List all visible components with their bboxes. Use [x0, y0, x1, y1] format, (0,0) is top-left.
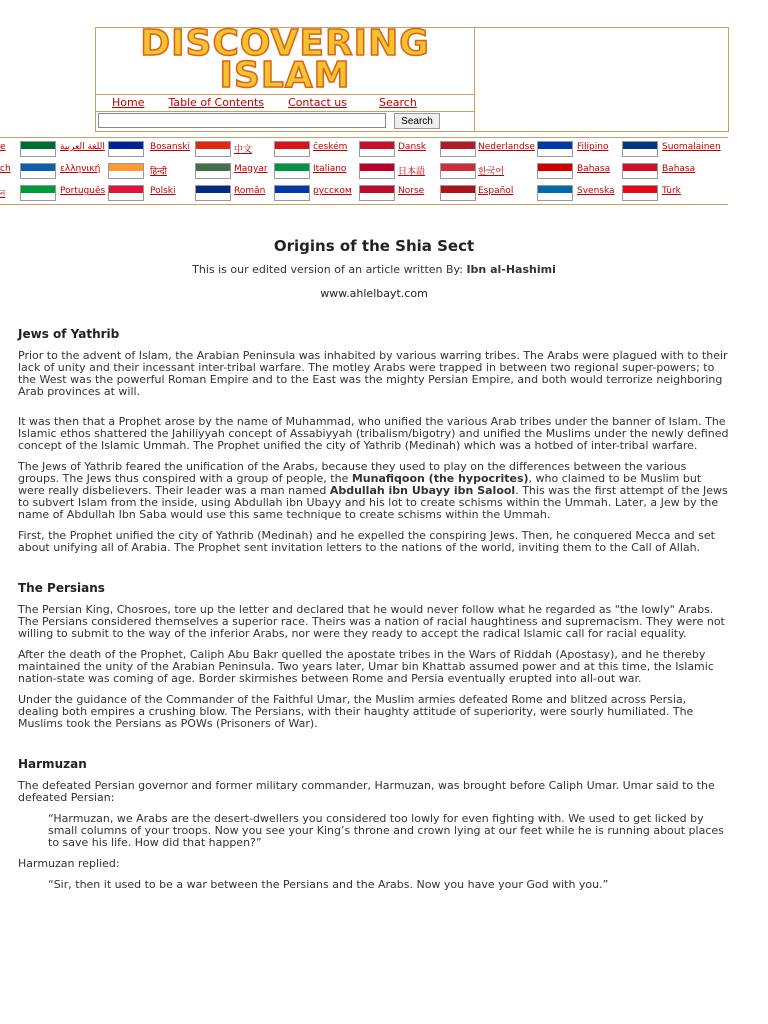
flag-icon[interactable]: [359, 163, 395, 179]
language-link[interactable]: हिन्दी: [150, 167, 168, 177]
paragraph-6: After the death of the Prophet, Caliph Abu Bakr quelled the apostate tribes in the Wars of Riddah (Apostasy), and he thereby maintained the unity of the Arabian Peninsula. Two years later, Umar bin Khattab assumed power and at this time, the Islamic nation-state was coming of age. Border skirmishes between Rome and Persia eventually erupted into all-out war.: [18, 648, 714, 685]
language-link[interactable]: Bosanski: [150, 142, 190, 152]
language-row: [0, 182, 728, 204]
flag-icon[interactable]: [440, 185, 476, 201]
paragraph-2: It was then that a Prophet arose by the name of Muhammad, who unified the various Arab tribes under the banner of Islam. The Islamic ethos shattered the Jahiliyyah concept of Assabiyyah (tribalism/bigotry) and unified the Muslims under the newly defined concept of the Islamic Ummah. The Prophet unified the city of Yathrib (Medinah) which was a hotbed of inter-tribal warfare.: [18, 415, 729, 452]
flag-icon[interactable]: [440, 141, 476, 157]
language-table: [0, 137, 728, 205]
page-title: Origins of the Shia Sect: [273, 237, 475, 255]
language-link[interactable]: Polski: [150, 186, 176, 196]
language-link[interactable]: e: [0, 142, 6, 152]
language-link[interactable]: Bahasa: [577, 164, 611, 174]
section-heading-harmuzan: Harmuzan: [18, 757, 87, 771]
flag-icon[interactable]: [108, 141, 144, 157]
site-header: [95, 23, 475, 132]
language-link[interactable]: اللغة العربية: [60, 142, 105, 152]
p3-bold-abdullah: Abdullah ibn Ubayy ibn Salool: [329, 484, 516, 497]
flag-icon[interactable]: [622, 163, 658, 179]
header-extension: [473, 27, 729, 132]
p3-text-a: The Jews of Yathrib feared the unification of the Arabs, because they used to play on the differences between the various groups. The Jews thus conspired with a group of people, the: [18, 460, 687, 485]
quote-1: “Harmuzan, we Arabs are the desert-dwellers you considered too lowly for even fighting with. We used to get licked by small columns of your troops. Now you see your King’s throne and crown lying at our feet while he is running about places to save his life. How did that happen?”: [48, 812, 724, 849]
flag-icon[interactable]: [622, 185, 658, 201]
logo-line-2: ISLAM: [219, 55, 351, 96]
nav-contact-link[interactable]: Contact us: [288, 96, 348, 109]
nav-home-link[interactable]: Home: [112, 96, 145, 109]
language-link[interactable]: Magyar: [234, 164, 268, 174]
language-link[interactable]: Filipino: [577, 142, 609, 152]
flag-icon[interactable]: [274, 141, 310, 157]
flag-icon[interactable]: [537, 163, 573, 179]
byline-prefix: This is our edited version of an article written By:: [192, 263, 467, 276]
paragraph-9: Harmuzan replied:: [18, 857, 120, 870]
search-button[interactable]: Search: [394, 113, 440, 129]
language-link[interactable]: Italiano: [313, 164, 347, 174]
p3-text-e: . This was the first attempt of the Jews to subvert Islam from the inside, using Abdullah ibn Ubayy and his lot to create schisms within the Ummah. Later, a Jew by the name of Abdullah Ibn Saba would use this same technique to create schisms within the Ummah.: [18, 484, 728, 521]
flag-icon[interactable]: [537, 185, 573, 201]
language-link[interactable]: Bahasa: [662, 164, 696, 174]
language-link[interactable]: ch: [0, 164, 11, 174]
flag-icon[interactable]: [359, 141, 395, 157]
language-link[interactable]: českém: [313, 142, 348, 152]
source-wrapper: [18, 288, 730, 300]
language-link[interactable]: ন: [0, 189, 6, 199]
paragraph-5: The Persian King, Chosroes, tore up the letter and declared that he would never follow what he regarded as "the lowly" Arabs. The Persians considered themselves a superior race. Theirs was a nation of racial haughtiness and supremacism. They were not willing to submit to the way of the inferior Arabs, nor were they ready to accept the radical Islamic call for racial equality.: [18, 603, 725, 640]
site-logo[interactable]: [96, 23, 474, 96]
article: [18, 230, 730, 900]
language-link[interactable]: Suomalainen: [662, 142, 721, 152]
language-link[interactable]: Norse: [398, 186, 425, 196]
flag-icon[interactable]: [274, 163, 310, 179]
p3-bold-munafiqoon: Munafiqoon (the hypocrites): [351, 472, 529, 485]
flag-icon[interactable]: [359, 185, 395, 201]
language-link[interactable]: 한국어: [478, 167, 505, 177]
section-heading-jews-of-yathrib: Jews of Yathrib: [18, 327, 120, 341]
paragraph-1: Prior to the advent of Islam, the Arabian Peninsula was inhabited by various warring tribes. The Arabs were plagued with to their lack of unity and their incessant inter-tribal warfare. The motley Arabs were trapped in between two regional super-powers; to the West was the powerful Roman Empire and to the East was the mighty Persian Empire, and both would terrorize neighboring Arab provinces at will.: [18, 349, 728, 398]
search-row: [96, 111, 474, 131]
language-link[interactable]: 日本語: [398, 167, 426, 177]
nav-toc-link[interactable]: Table of Contents: [168, 96, 265, 109]
flag-icon[interactable]: [195, 185, 231, 201]
language-link[interactable]: Nederlandse: [478, 142, 535, 152]
flag-icon[interactable]: [195, 141, 231, 157]
language-row: [0, 138, 728, 160]
search-input[interactable]: [98, 113, 386, 128]
section-heading-persians: The Persians: [18, 581, 105, 595]
paragraph-8: The defeated Persian governor and former military commander, Harmuzan, was brought before Caliph Umar. Umar said to the defeated Persian:: [18, 779, 715, 804]
language-link[interactable]: Român: [234, 186, 266, 196]
language-row: [0, 160, 728, 182]
logo-line-1: DISCOVERING: [140, 23, 430, 64]
language-link[interactable]: Türk: [662, 186, 681, 196]
nav-bar: [96, 94, 474, 112]
flag-icon[interactable]: [537, 141, 573, 157]
language-link[interactable]: Español: [478, 186, 514, 196]
flag-icon[interactable]: [622, 141, 658, 157]
flag-icon[interactable]: [274, 185, 310, 201]
language-link[interactable]: Svenska: [577, 186, 615, 196]
language-link[interactable]: русском: [313, 186, 352, 196]
language-link[interactable]: Português: [60, 186, 106, 196]
flag-icon[interactable]: [440, 163, 476, 179]
flag-icon[interactable]: [20, 141, 56, 157]
byline: [18, 264, 730, 276]
paragraph-7: Under the guidance of the Commander of the Faithful Umar, the Muslim armies defeated Rome and blitzed across Persia, dealing both empires a crushing blow. The Persians, with their haughty attitude of superiority, were sourly humiliated. The Muslims took the Persians as POWs (Prisoners of War).: [18, 693, 694, 730]
language-link[interactable]: ελληνική: [60, 164, 101, 174]
paragraph-3: [18, 461, 730, 521]
language-link[interactable]: 中文: [234, 145, 253, 155]
byline-author: Ibn al-Hashimi: [466, 263, 556, 276]
source-link[interactable]: www.ahlelbayt.com: [320, 287, 428, 300]
language-link[interactable]: Dansk: [398, 142, 427, 152]
quote-2: “Sir, then it used to be a war between the Persians and the Arabs. Now you have your God with you.”: [48, 878, 609, 891]
nav-search-link[interactable]: Search: [379, 96, 417, 109]
flag-icon[interactable]: [20, 185, 56, 201]
p3-text-c: , who claimed to be Muslim but were really disbelievers. Their leader was a man named: [18, 472, 702, 497]
flag-icon[interactable]: [195, 163, 231, 179]
paragraph-4: First, the Prophet unified the city of Yathrib (Medinah) and he expelled the conspiring Jews. Then, he conquered Mecca and set about unifying all of Arabia. The Prophet sent invitation letters to the nations of the world, inviting them to the Call of Allah.: [18, 529, 715, 554]
flag-icon[interactable]: [20, 163, 56, 179]
flag-icon[interactable]: [108, 163, 144, 179]
flag-icon[interactable]: [108, 185, 144, 201]
